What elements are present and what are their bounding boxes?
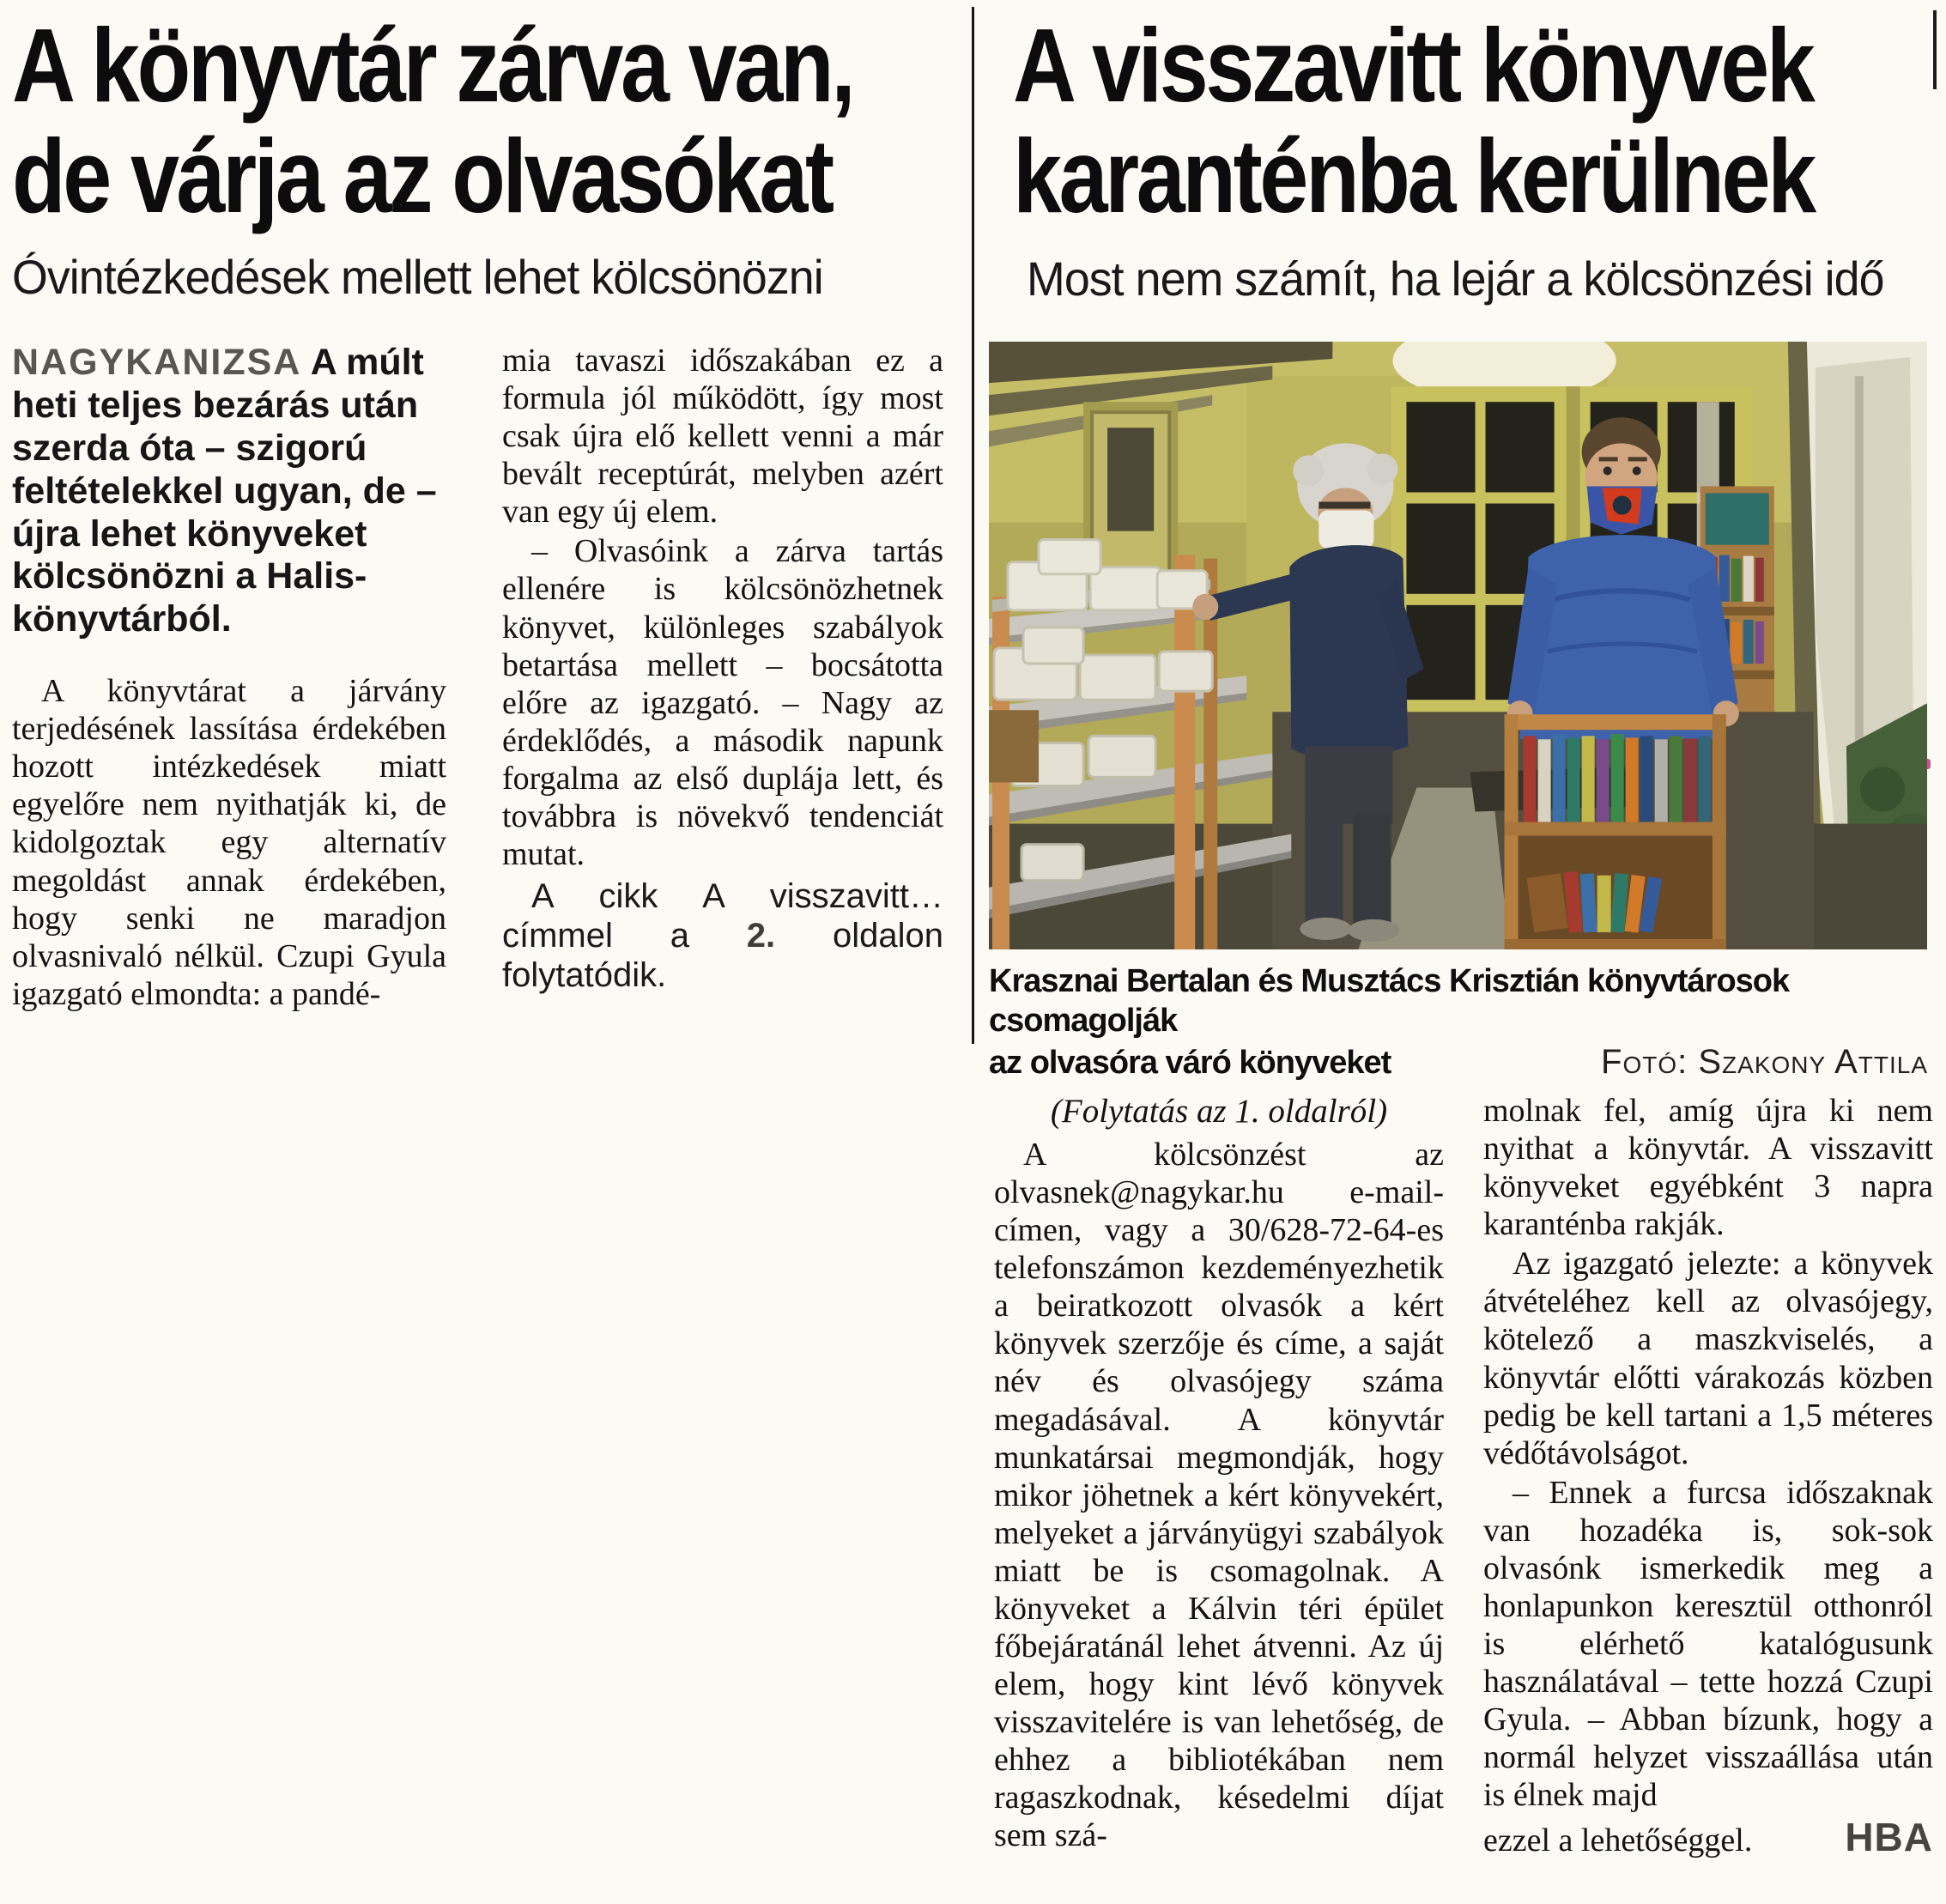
left-article-column-2: [502, 342, 943, 995]
right-col2-paragraph1: molnak fel, amíg újra ki nem nyithat a könyvtár. A visszavitt könyveket egyébként 3 napra karanténba rakják.: [1483, 1093, 1933, 1243]
continuation-note-prefix: A cikk A visszavitt… címmel a: [502, 877, 943, 955]
continued-from-note: (Folytatás az 1. oldalról): [1050, 1093, 1388, 1130]
left-article-column-1: [12, 342, 446, 1013]
continuation-note: [502, 876, 943, 995]
photo-illustration: [989, 342, 1927, 949]
right-col1-paragraph: A kölcsönzést az olvasnek@nagykar.hu e-mail-címen, vagy a 30/628-72-64-es telefonszámon kezdeményezhetik a beiratkozott olvasók a kért könyvek szerzője és címe, a saját név és olvasójegy száma megadásával. A könyvtár munkatársai megmondják, hogy mikor jöhetnek a kért könyvekért, melyeket a járványügyi szabályok miatt be is csomagolnak. A könyveket a Kálvin téri épület főbejáratánál lehet átvenni. Az új elem, hogy kint lévő könyvek visszavitelére is van lehetőség, de ehhez a bibliotékában nem ragaszkodnak, késedelmi díjat sem szá-: [994, 1137, 1444, 1854]
photo-caption-line1: Krasznai Bertalan és Musztács Krisztián könyvtárosok csomagolják: [989, 963, 1790, 1040]
left-col1-paragraph: A könyvtárat a járvány terjedésének lassítása érdekében hozott intézkedések miatt egyelőre nem nyithatják ki, de kidolgoztak egy alternatív megoldást annak érdekében, hogy senki ne maradjon olvasnivaló nélkül. Czupi Gyula igazgató elmondta: a pandé-: [12, 673, 446, 1012]
right-article-column-1: [994, 1092, 1444, 1854]
right-headline-line1: A visszavitt könyvek: [1013, 7, 1813, 124]
continuation-note-suffix: oldalon folytatódik.: [502, 917, 943, 995]
left-col2-paragraph2: – Olvasóink a zárva tartás ellenére is kölcsönözhetnek könyvet, különleges szabályok betartása mellett – bocsátotta előre az igazgató. – Nagy az érdeklődés, a második napunk forgalma az első duplája lett, és továbbra is növekvő tendenciát mutat.: [502, 533, 943, 873]
right-headline-line2: karanténba kerülnek: [1013, 118, 1814, 235]
lead-location-label: NAGYKANIZSA: [12, 342, 302, 383]
right-article-headline: [1013, 7, 1946, 235]
left-article-subheadline: Óvintézkedések mellett lehet kölcsönözni: [12, 250, 823, 304]
lead-text: A múlt heti teljes bezárás után szerda óta – szigorú feltételekkel ugyan, de – újra lehet könyveket kölcsönözni a Halis-könyvtárból.: [12, 342, 437, 640]
author-signature: HBA: [1845, 1815, 1933, 1860]
column-divider-rule: [972, 7, 974, 1044]
photo-credit: Fotó: Szakony Attila: [1601, 1042, 1928, 1081]
right-article-column-2: [1483, 1092, 1933, 1860]
left-headline-line1: A könyvtár zárva van,: [12, 7, 853, 124]
photo-caption: [989, 961, 1928, 1083]
last-line-text: ezzel a lehetőséggel.: [1483, 1822, 1753, 1859]
continuation-note-page-number: 2.: [746, 917, 776, 955]
left-headline-line2: de várja az olvasókat: [12, 118, 832, 235]
left-article-headline: [12, 7, 1013, 235]
article-last-line: [1483, 1814, 1933, 1860]
left-article-lead: [12, 342, 446, 641]
right-col2-paragraph2: Az igazgató jelezte: a könyvek átvételéhez kell az olvasójegy, kötelező a maszkviselés, a könyvtár előtti várakozás közben pedig be kell tartani a 1,5 méteres védőtávolságot.: [1483, 1246, 1933, 1471]
right-col2-paragraph3: – Ennek a furcsa időszaknak van hozadéka is, sok-sok olvasónk ismerkedik meg a honlapunkon keresztül otthonról is elérhető katalógusunk használatával – tette hozzá Czupi Gyula. – Abban bízunk, hogy a normál helyzet visszaállása után is élnek majd: [1483, 1474, 1933, 1814]
right-article-subheadline: Most nem számít, ha lejár a kölcsönzési idő: [1027, 252, 1884, 306]
article-photo: [989, 342, 1927, 949]
photo-caption-line2: az olvasóra váró könyveket: [989, 1044, 1391, 1081]
left-col2-paragraph1: mia tavaszi időszakában ez a formula jól működött, így most csak újra elő kellett venni a már bevált receptúrát, melyben azért van egy új elem.: [502, 343, 943, 531]
